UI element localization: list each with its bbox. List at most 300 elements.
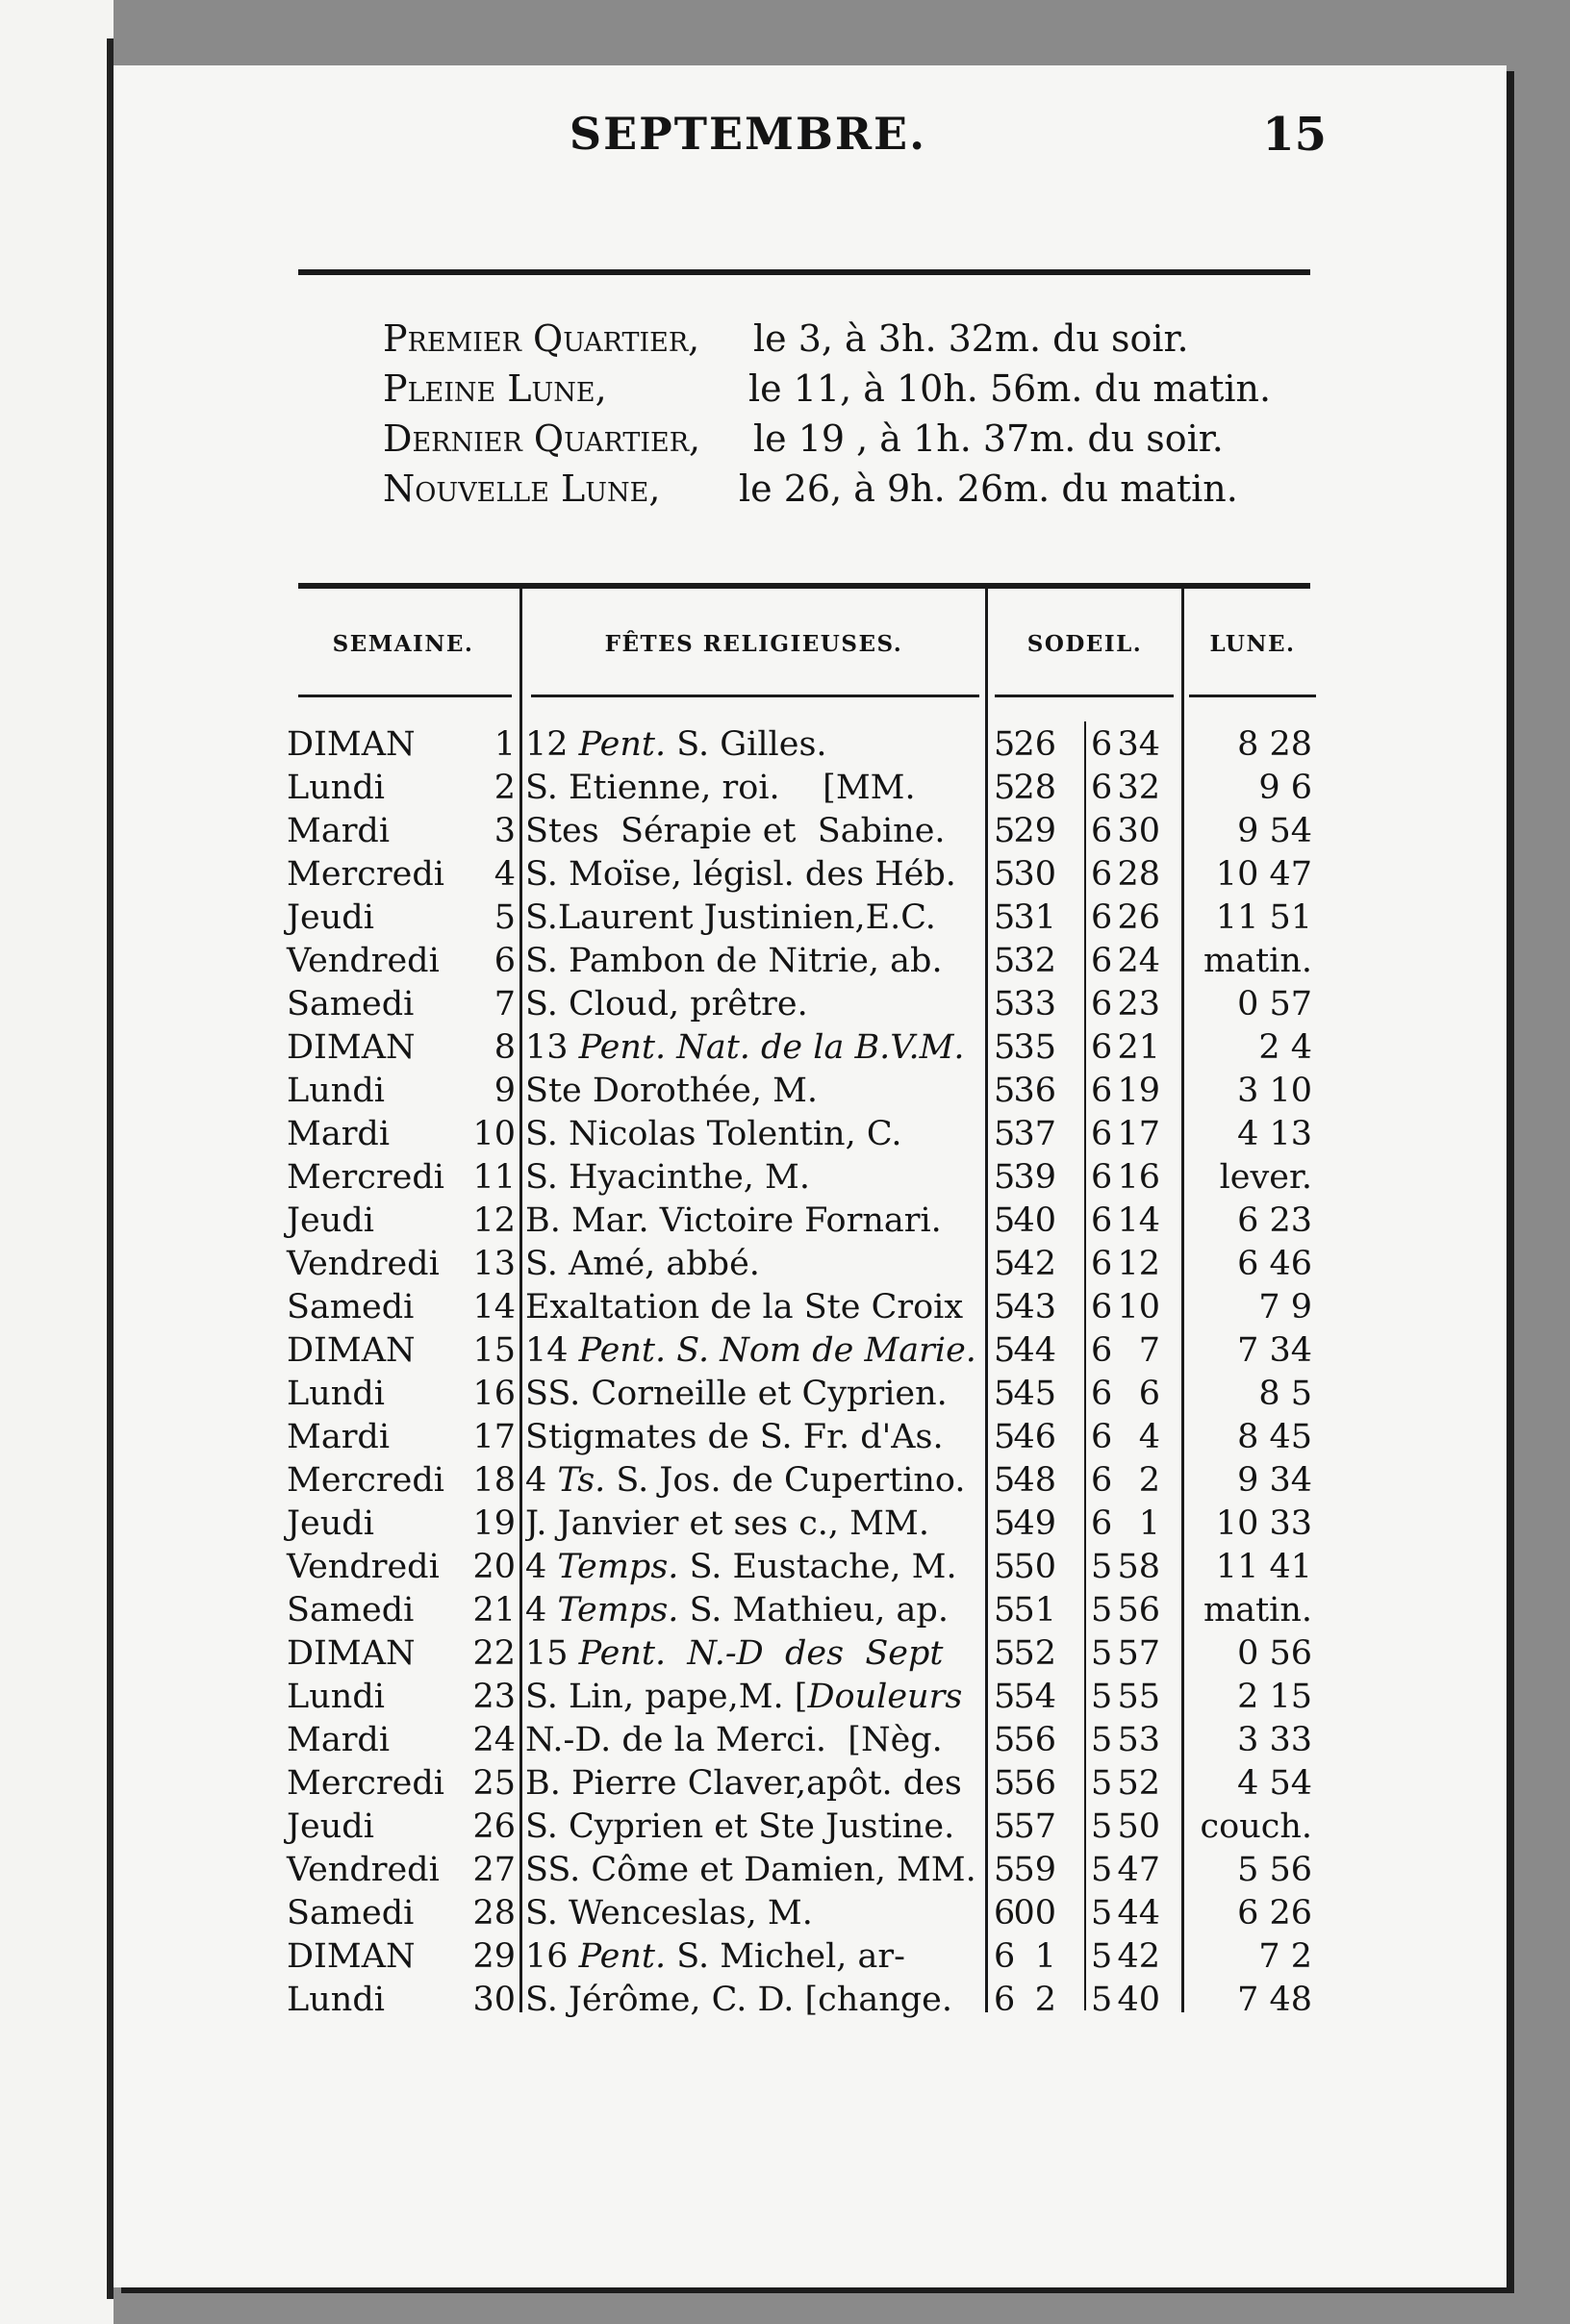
sunrise-minute: 43	[1013, 1288, 1056, 1326]
feast-text: S. Wenceslas, M.	[525, 1894, 813, 1932]
table-row	[287, 1245, 1321, 1288]
day-cell: Samedi	[287, 1288, 415, 1326]
table-row	[287, 1375, 1321, 1418]
day-cell: Vendredi	[287, 942, 440, 980]
day-cell: Samedi	[287, 985, 415, 1023]
feast-text: S. Michel, ar-	[666, 1937, 905, 1976]
sunrise-hour: 5	[994, 1115, 1016, 1153]
moon-cell: 7 9	[1258, 1288, 1312, 1326]
sunrise-minute: 26	[1013, 725, 1056, 764]
feast-text: Ste Dorothée, M.	[525, 1072, 819, 1110]
sunset-minute: 1	[1138, 1504, 1160, 1543]
table-row	[287, 1201, 1321, 1245]
table-row	[287, 1158, 1321, 1201]
sunrise-hour: 5	[994, 1634, 1016, 1673]
day-cell: Mardi	[287, 812, 391, 850]
page-title: SEPTEMBRE.	[569, 108, 927, 160]
moon-cell: 8 5	[1258, 1375, 1312, 1413]
feast-text: S. Gilles.	[666, 725, 827, 764]
binding-gutter	[107, 38, 114, 2299]
feast-cell	[525, 1331, 977, 1370]
moon-cell: 10 47	[1215, 855, 1312, 894]
feast-text: S.Laurent Justinien,E.C.	[525, 898, 936, 937]
table-row	[287, 769, 1321, 812]
day-cell: Lundi	[287, 769, 385, 807]
phase-time: le 3, à 3h. 32m. du soir.	[753, 317, 1189, 360]
feast-text: S. Jos. de Cupertino.	[605, 1461, 966, 1500]
sunset-minute: 14	[1117, 1201, 1160, 1240]
sunset-hour: 5	[1091, 1807, 1113, 1846]
sunset-minute: 42	[1117, 1937, 1160, 1976]
feast-text: S. Hyacinthe, M.	[525, 1158, 811, 1197]
header-underline	[298, 695, 512, 697]
sunset-minute: 16	[1117, 1158, 1160, 1197]
table-row	[287, 725, 1321, 769]
sunrise-minute: 42	[1013, 1245, 1056, 1283]
day-cell: Vendredi	[287, 1548, 440, 1586]
sunrise-hour: 5	[994, 1201, 1016, 1240]
moon-cell: 6 26	[1237, 1894, 1312, 1932]
date-cell: 28	[472, 1894, 516, 1932]
sunrise-minute: 54	[1013, 1678, 1056, 1716]
date-cell: 9	[494, 1072, 516, 1110]
sunset-minute: 6	[1138, 1375, 1160, 1413]
sunset-hour: 6	[1091, 1288, 1113, 1326]
date-cell: 29	[472, 1937, 516, 1976]
sunset-hour: 5	[1091, 1548, 1113, 1586]
moon-cell: couch.	[1200, 1807, 1312, 1846]
sunset-minute: 2	[1138, 1461, 1160, 1500]
date-cell: 23	[472, 1678, 516, 1716]
table-row	[287, 1461, 1321, 1504]
feast-text: SS. Corneille et Cyprien.	[525, 1375, 948, 1413]
feast-cell	[525, 1851, 977, 1889]
feast-italic: Pent.	[578, 725, 667, 764]
sunset-hour: 5	[1091, 1678, 1113, 1716]
sunset-minute: 50	[1117, 1807, 1160, 1846]
sunrise-minute: 56	[1013, 1764, 1056, 1803]
sunset-minute: 12	[1117, 1245, 1160, 1283]
feast-cell	[525, 1288, 977, 1326]
sunrise-hour: 5	[994, 1375, 1016, 1413]
sunset-hour: 6	[1091, 1375, 1113, 1413]
moon-cell: 4 13	[1237, 1115, 1312, 1153]
feast-text: S. Jérôme, C. D. [change.	[525, 1981, 952, 2019]
phase-name: Dernier Quartier,	[383, 417, 701, 460]
date-cell: 20	[472, 1548, 516, 1586]
phase-time: le 11, à 10h. 56m. du matin.	[748, 367, 1272, 410]
date-cell: 25	[472, 1764, 516, 1803]
sunrise-minute: 56	[1013, 1721, 1056, 1759]
date-cell: 11	[472, 1158, 516, 1197]
table-row	[287, 1028, 1321, 1072]
sunset-hour: 5	[1091, 1591, 1113, 1629]
sunset-minute: 40	[1117, 1981, 1160, 2019]
day-cell: Lundi	[287, 1072, 385, 1110]
feast-text: S. Nicolas Tolentin, C.	[525, 1115, 902, 1153]
sunrise-minute: 46	[1013, 1418, 1056, 1456]
sunset-minute: 57	[1117, 1634, 1160, 1673]
feast-italic: Ts.	[557, 1461, 606, 1500]
sunrise-hour: 5	[994, 898, 1016, 937]
moon-cell: 0 57	[1237, 985, 1312, 1023]
sunrise-hour: 5	[994, 1807, 1016, 1846]
feast-cell	[525, 812, 977, 850]
feast-cell	[525, 1764, 977, 1803]
sunrise-hour: 5	[994, 985, 1016, 1023]
header-soleil: SODEIL.	[1026, 631, 1143, 657]
feast-cell	[525, 855, 977, 894]
date-cell: 21	[472, 1591, 516, 1629]
feast-italic: Pent. S. Nom de Marie.	[578, 1331, 976, 1370]
day-cell: Lundi	[287, 1375, 385, 1413]
day-cell: DIMAN	[287, 1634, 416, 1673]
day-cell: Mercredi	[287, 1461, 444, 1500]
sunset-minute: 47	[1117, 1851, 1160, 1889]
feast-text: B. Mar. Victoire Fornari.	[525, 1201, 942, 1240]
feast-italic: Douleurs	[807, 1678, 963, 1716]
sunrise-hour: 5	[994, 1591, 1016, 1629]
header-underline	[1189, 695, 1316, 697]
moon-cell: 7 34	[1237, 1331, 1312, 1370]
feast-text: S. Moïse, législ. des Héb.	[525, 855, 956, 894]
feast-text: S. Pambon de Nitrie, ab.	[525, 942, 943, 980]
table-row	[287, 1851, 1321, 1894]
feast-cell	[525, 1504, 977, 1543]
feast-text: 13	[525, 1028, 579, 1067]
date-cell: 1	[494, 725, 516, 764]
phase-name: Pleine Lune,	[383, 367, 607, 410]
day-cell: Jeudi	[287, 1504, 374, 1543]
feast-text: Stes Sérapie et Sabine.	[525, 812, 946, 850]
sunset-minute: 21	[1117, 1028, 1160, 1067]
feast-text: N.-D. de la Merci. [Nèg.	[525, 1721, 943, 1759]
sunrise-hour: 5	[994, 1461, 1016, 1500]
table-row	[287, 1981, 1321, 2024]
sunset-minute: 7	[1138, 1331, 1160, 1370]
header-underline	[995, 695, 1174, 697]
phase-time: le 26, à 9h. 26m. du matin.	[739, 467, 1238, 510]
phase-name: Premier Quartier,	[383, 317, 700, 360]
date-cell: 16	[472, 1375, 516, 1413]
sunset-minute: 58	[1117, 1548, 1160, 1586]
sunrise-minute: 57	[1013, 1807, 1056, 1846]
day-cell: Jeudi	[287, 1807, 374, 1846]
sunrise-minute: 29	[1013, 812, 1056, 850]
sunset-hour: 5	[1091, 1937, 1113, 1976]
feast-cell	[525, 1375, 977, 1413]
header-fetes: FÊTES RELIGIEUSES.	[604, 631, 903, 657]
moon-cell: 7 48	[1237, 1981, 1312, 2019]
sunrise-hour: 5	[994, 1331, 1016, 1370]
sunrise-hour: 5	[994, 1158, 1016, 1197]
day-cell: DIMAN	[287, 1937, 416, 1976]
moon-cell: 5 56	[1237, 1851, 1312, 1889]
sunset-hour: 6	[1091, 1115, 1113, 1153]
date-cell: 8	[494, 1028, 516, 1067]
feast-cell	[525, 1245, 977, 1283]
moon-cell: 9 34	[1237, 1461, 1312, 1500]
feast-text: SS. Côme et Damien, MM.	[525, 1851, 976, 1889]
feast-cell	[525, 1721, 977, 1759]
date-cell: 13	[472, 1245, 516, 1283]
moon-cell: 2 15	[1237, 1678, 1312, 1716]
sunset-hour: 6	[1091, 942, 1113, 980]
table-row	[287, 1504, 1321, 1548]
table-row	[287, 898, 1321, 942]
sunrise-hour: 5	[994, 1764, 1016, 1803]
sunrise-minute: 00	[1013, 1894, 1056, 1932]
feast-cell	[525, 1072, 977, 1110]
date-cell: 27	[472, 1851, 516, 1889]
feast-cell	[525, 1981, 977, 2019]
moon-cell: 9 54	[1237, 812, 1312, 850]
sunrise-minute: 51	[1013, 1591, 1056, 1629]
moon-cell: 9 6	[1258, 769, 1312, 807]
day-cell: Mercredi	[287, 1158, 444, 1197]
day-cell: DIMAN	[287, 1028, 416, 1067]
feast-italic: Pent.	[578, 1937, 667, 1976]
page-header	[183, 108, 1327, 175]
feast-cell	[525, 1548, 977, 1586]
sunrise-minute: 45	[1013, 1375, 1056, 1413]
sunset-hour: 6	[1091, 1201, 1113, 1240]
sunrise-hour: 5	[994, 1072, 1016, 1110]
feast-cell	[525, 1158, 977, 1197]
moon-cell: lever.	[1219, 1158, 1312, 1197]
sunset-hour: 6	[1091, 1028, 1113, 1067]
date-cell: 22	[472, 1634, 516, 1673]
sunrise-minute: 37	[1013, 1115, 1056, 1153]
feast-text: J. Janvier et ses c., MM.	[525, 1504, 929, 1543]
sunset-minute: 24	[1117, 942, 1160, 980]
feast-text: 4	[525, 1548, 558, 1586]
day-cell: Vendredi	[287, 1245, 440, 1283]
feast-cell	[525, 1807, 977, 1846]
table-row	[287, 855, 1321, 898]
sunrise-hour: 5	[994, 1288, 1016, 1326]
feast-cell	[525, 1634, 977, 1673]
phase-time: le 19 , à 1h. 37m. du soir.	[753, 417, 1224, 460]
feast-italic: Temps.	[557, 1548, 679, 1586]
header-rule	[298, 269, 1310, 275]
feast-text: 4	[525, 1591, 558, 1629]
moon-cell: 8 45	[1237, 1418, 1312, 1456]
feast-cell	[525, 725, 977, 764]
moon-phase-full-moon	[383, 367, 1345, 417]
sunrise-hour: 5	[994, 942, 1016, 980]
sunrise-hour: 5	[994, 725, 1016, 764]
page-number: 15	[1262, 108, 1327, 162]
sunrise-minute: 1	[1034, 1937, 1056, 1976]
sunrise-hour: 6	[994, 1937, 1016, 1976]
feast-cell	[525, 1937, 977, 1976]
day-cell: Mercredi	[287, 855, 444, 894]
feast-cell	[525, 1418, 977, 1456]
feast-text: 15	[525, 1634, 579, 1673]
moon-cell: 3 33	[1237, 1721, 1312, 1759]
sunset-hour: 5	[1091, 1894, 1113, 1932]
feast-cell	[525, 942, 977, 980]
header-semaine: SEMAINE.	[332, 631, 474, 657]
sunrise-minute: 52	[1013, 1634, 1056, 1673]
day-cell: Mardi	[287, 1418, 391, 1456]
day-cell: Vendredi	[287, 1851, 440, 1889]
moon-cell: 8 28	[1237, 725, 1312, 764]
table-row	[287, 1418, 1321, 1461]
date-cell: 12	[472, 1201, 516, 1240]
feast-text: S. Cyprien et Ste Justine.	[525, 1807, 955, 1846]
sunset-minute: 52	[1117, 1764, 1160, 1803]
sunrise-hour: 5	[994, 1851, 1016, 1889]
sunrise-minute: 31	[1013, 898, 1056, 937]
moon-phase-new-moon	[383, 467, 1345, 518]
moon-cell: 11 51	[1215, 898, 1312, 937]
sunrise-minute: 49	[1013, 1504, 1056, 1543]
date-cell: 14	[472, 1288, 516, 1326]
moon-phase-last-quarter	[383, 417, 1345, 467]
sunset-hour: 6	[1091, 898, 1113, 937]
sunrise-minute: 40	[1013, 1201, 1056, 1240]
day-cell: Lundi	[287, 1981, 385, 2019]
date-cell: 17	[472, 1418, 516, 1456]
sunrise-minute: 30	[1013, 855, 1056, 894]
table-row	[287, 1591, 1321, 1634]
table-body	[287, 725, 1321, 2024]
sunrise-hour: 5	[994, 1721, 1016, 1759]
sunset-minute: 44	[1117, 1894, 1160, 1932]
date-cell: 26	[472, 1807, 516, 1846]
table-row	[287, 1678, 1321, 1721]
feast-text: S. Cloud, prêtre.	[525, 985, 808, 1023]
sunset-minute: 55	[1117, 1678, 1160, 1716]
feast-text: 16	[525, 1937, 579, 1976]
moon-cell: 6 23	[1237, 1201, 1312, 1240]
sunset-minute: 19	[1117, 1072, 1160, 1110]
sunrise-hour: 5	[994, 769, 1016, 807]
sunrise-minute: 36	[1013, 1072, 1056, 1110]
sunset-hour: 5	[1091, 1851, 1113, 1889]
date-cell: 2	[494, 769, 516, 807]
table-row	[287, 1807, 1321, 1851]
sunset-hour: 6	[1091, 1504, 1113, 1543]
moon-cell: 7 2	[1258, 1937, 1312, 1976]
feast-text: S. Lin, pape,M. [	[525, 1678, 808, 1716]
table-row	[287, 1764, 1321, 1807]
feast-text: 14	[525, 1331, 579, 1370]
sunset-hour: 6	[1091, 985, 1113, 1023]
day-cell: Mardi	[287, 1721, 391, 1759]
sunset-hour: 5	[1091, 1634, 1113, 1673]
sunset-hour: 6	[1091, 812, 1113, 850]
sunrise-hour: 5	[994, 812, 1016, 850]
sunset-hour: 6	[1091, 1418, 1113, 1456]
moon-cell: matin.	[1203, 1591, 1312, 1629]
feast-cell	[525, 1894, 977, 1932]
table-row	[287, 1894, 1321, 1937]
table-row	[287, 1937, 1321, 1981]
sunrise-minute: 35	[1013, 1028, 1056, 1067]
moon-cell: 10 33	[1215, 1504, 1312, 1543]
sunrise-hour: 6	[994, 1981, 1016, 2019]
feast-text: S. Eustache, M.	[678, 1548, 957, 1586]
date-cell: 19	[472, 1504, 516, 1543]
sunset-hour: 6	[1091, 1072, 1113, 1110]
sunrise-minute: 32	[1013, 942, 1056, 980]
moon-cell: 2 4	[1258, 1028, 1312, 1067]
sunset-minute: 26	[1117, 898, 1160, 937]
sunrise-minute: 28	[1013, 769, 1056, 807]
sunset-minute: 28	[1117, 855, 1160, 894]
table-row	[287, 1721, 1321, 1764]
sunrise-minute: 50	[1013, 1548, 1056, 1586]
facing-page-edge	[0, 0, 114, 2324]
sunrise-minute: 39	[1013, 1158, 1056, 1197]
sunrise-hour: 5	[994, 1504, 1016, 1543]
moon-cell: 0 56	[1237, 1634, 1312, 1673]
table-row	[287, 1331, 1321, 1375]
sunset-hour: 5	[1091, 1764, 1113, 1803]
sunset-hour: 6	[1091, 1245, 1113, 1283]
day-cell: Lundi	[287, 1678, 385, 1716]
sunrise-minute: 44	[1013, 1331, 1056, 1370]
feast-cell	[525, 985, 977, 1023]
moon-phase-first-quarter	[383, 317, 1345, 367]
moon-phases	[383, 317, 1345, 518]
sunrise-hour: 5	[994, 855, 1016, 894]
table-row	[287, 1548, 1321, 1591]
sunset-hour: 6	[1091, 1331, 1113, 1370]
table-row	[287, 1634, 1321, 1678]
feast-text: B. Pierre Claver,apôt. des	[525, 1764, 962, 1803]
feast-cell	[525, 1028, 977, 1067]
date-cell: 4	[494, 855, 516, 894]
day-cell: DIMAN	[287, 1331, 416, 1370]
day-cell: Jeudi	[287, 898, 374, 937]
table-row	[287, 985, 1321, 1028]
sunset-hour: 6	[1091, 1461, 1113, 1500]
sunrise-minute: 48	[1013, 1461, 1056, 1500]
table-row	[287, 942, 1321, 985]
sunset-minute: 4	[1138, 1418, 1160, 1456]
feast-cell	[525, 1115, 977, 1153]
date-cell: 24	[472, 1721, 516, 1759]
date-cell: 15	[472, 1331, 516, 1370]
moon-cell: matin.	[1203, 942, 1312, 980]
feast-text: 12	[525, 725, 579, 764]
date-cell: 10	[472, 1115, 516, 1153]
sunset-minute: 17	[1117, 1115, 1160, 1153]
day-cell: Mardi	[287, 1115, 391, 1153]
calendar-table	[287, 589, 1321, 2022]
sunset-minute: 32	[1117, 769, 1160, 807]
feast-text: Stigmates de S. Fr. d'As.	[525, 1418, 944, 1456]
table-row	[287, 1288, 1321, 1331]
date-cell: 6	[494, 942, 516, 980]
sunset-hour: 5	[1091, 1721, 1113, 1759]
table-row	[287, 1115, 1321, 1158]
sunrise-hour: 5	[994, 1548, 1016, 1586]
sunrise-minute: 33	[1013, 985, 1056, 1023]
moon-cell: 3 10	[1237, 1072, 1312, 1110]
day-cell: Mercredi	[287, 1764, 444, 1803]
phase-name: Nouvelle Lune,	[383, 467, 661, 510]
feast-cell	[525, 1201, 977, 1240]
date-cell: 7	[494, 985, 516, 1023]
sunrise-hour: 6	[994, 1894, 1016, 1932]
feast-text: S. Etienne, roi. [MM.	[525, 769, 916, 807]
sunrise-minute: 2	[1034, 1981, 1056, 2019]
